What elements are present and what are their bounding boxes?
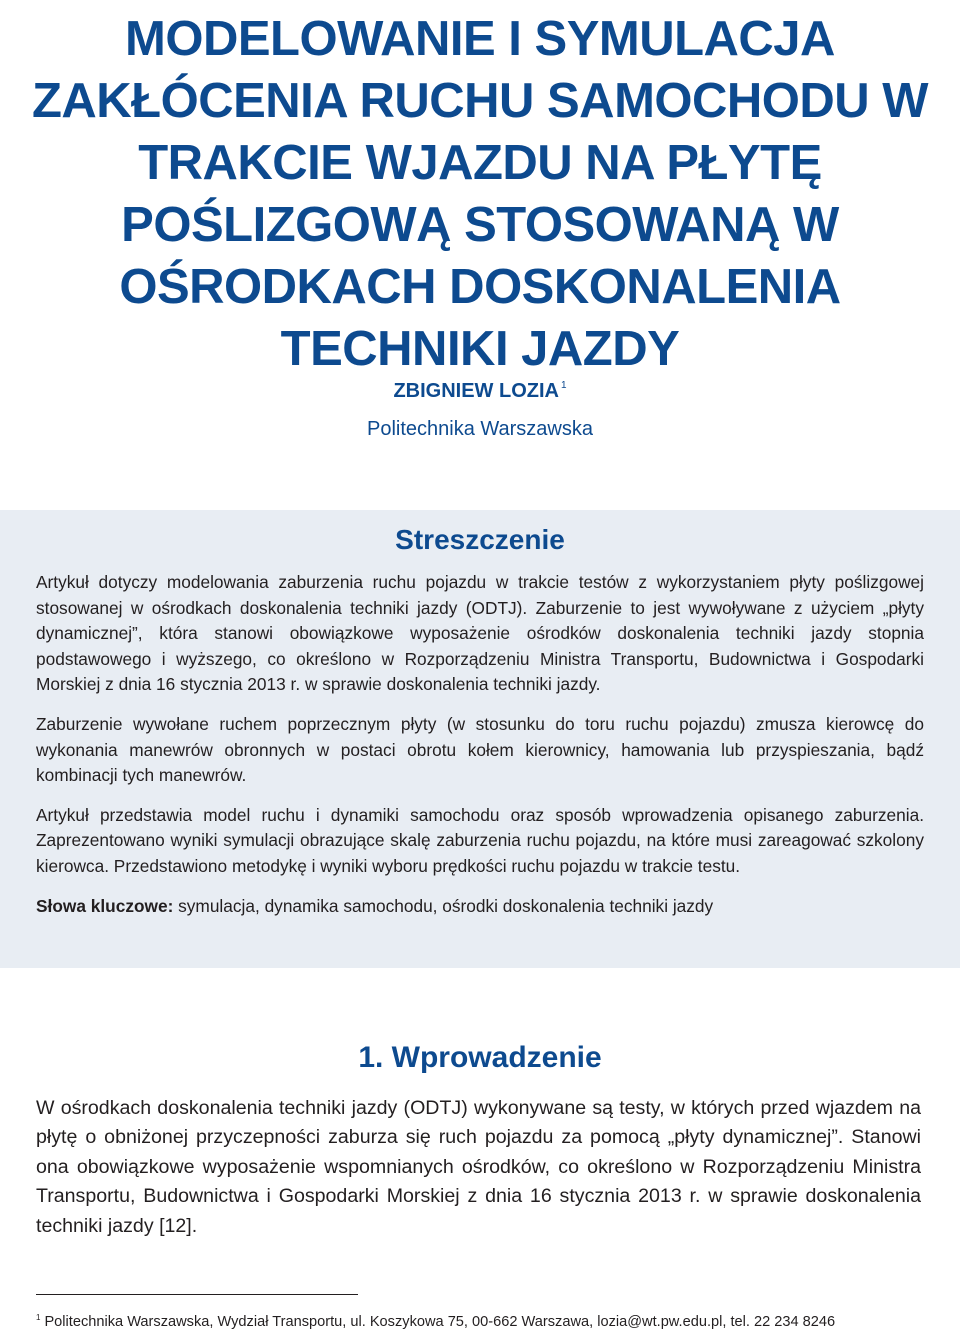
abstract-box [0, 510, 960, 968]
footnote [36, 1308, 936, 1332]
section-heading: 1. Wprowadzenie [358, 1041, 602, 1074]
keywords-line [36, 894, 924, 920]
paper-title: MODELOWANIE I SYMULACJA ZAKŁÓCENIA RUCHU SAMOCHODU W TRAKCIE WJAZDU NA PŁYTĘ POŚLIZGOWĄ STOSOWANĄ W OŚRODKACH DOSKONALENIA TECHNIKI JAZDY [31, 12, 929, 376]
abstract-paragraph-3: Artykuł przedstawia model ruchu i dynamiki samochodu oraz sposób wprowadzenia opisanego zaburzenia. Zaprezentowano wyniki symulacji obrazujące skalę zaburzenia ruchu pojazdu, na które musi zareagować szkolony kierowca. Przedstawiono metodykę i wyniki wyboru prędkości ruchu pojazdu w trakcie testu. [36, 804, 924, 876]
author-footnote-mark: 1 [560, 380, 567, 391]
author-name-line [0, 372, 960, 405]
keywords-text: symulacja, dynamika samochodu, ośrodki doskonalenia techniki jazdy [178, 895, 714, 916]
abstract-paragraph-1: Artykuł dotyczy modelowania zaburzenia ruchu pojazdu w trakcie testów z wykorzystaniem płyty poślizgowej stosowanej w ośrodkach doskonalenia techniki jazdy (ODTJ). Zaburzenie to jest wywoływane z użyciem „płyty dynamicznej”, która stanowi obowiązkowe wyposażenie ośrodków doskonalenia techniki jazdy stopnia podstawowego i wyższego, co określono w Rozporządzeniu Ministra Transportu, Budownictwa i Gospodarki Morskiej z dnia 16 stycznia 2013 r. w sprawie doskonalenia techniki jazdy. [36, 572, 924, 695]
footnote-mark: 1 [36, 1313, 41, 1322]
author-affiliation: Politechnika Warszawska [366, 418, 593, 440]
keywords-label: Słowa kluczowe: [36, 895, 174, 916]
footnote-divider [36, 1294, 358, 1295]
abstract-paragraph-2: Zaburzenie wywołane ruchem poprzecznym płyty (w stosunku do toru ruchu pojazdu) zmusza kierowcę do wykonania manewrów obronnych w postaci obrotu kołem kierownicy, hamowania lub przyspieszania, bądź kombinacji tych manewrów. [36, 713, 924, 786]
abstract-heading: Streszczenie [395, 524, 565, 555]
intro-paragraph: W ośrodkach doskonalenia techniki jazdy (ODTJ) wykonywane są testy, w których przed wjazdem na płytę o obniżonej przyczepności zaburza się ruch pojazdu za pomocą „płyty dynamicznej”. Stanowi ona obowiązkowe wyposażenie wspomnianych ośrodków, co określono w Rozporządzeniu Ministra Transportu, Budownictwa i Gospodarki Morskiej z dnia 16 stycznia 2013 r. w sprawie doskonalenia techniki jazdy [12]. [36, 1097, 921, 1237]
author-name: ZBIGNIEW LOZIA [393, 380, 559, 402]
author-block [0, 372, 960, 443]
footnote-text: Politechnika Warszawska, Wydział Transportu, ul. Koszykowa 75, 00-662 Warszawa, lozia@wt.pw.edu.pl, tel. 22 234 8246 [44, 1314, 836, 1330]
